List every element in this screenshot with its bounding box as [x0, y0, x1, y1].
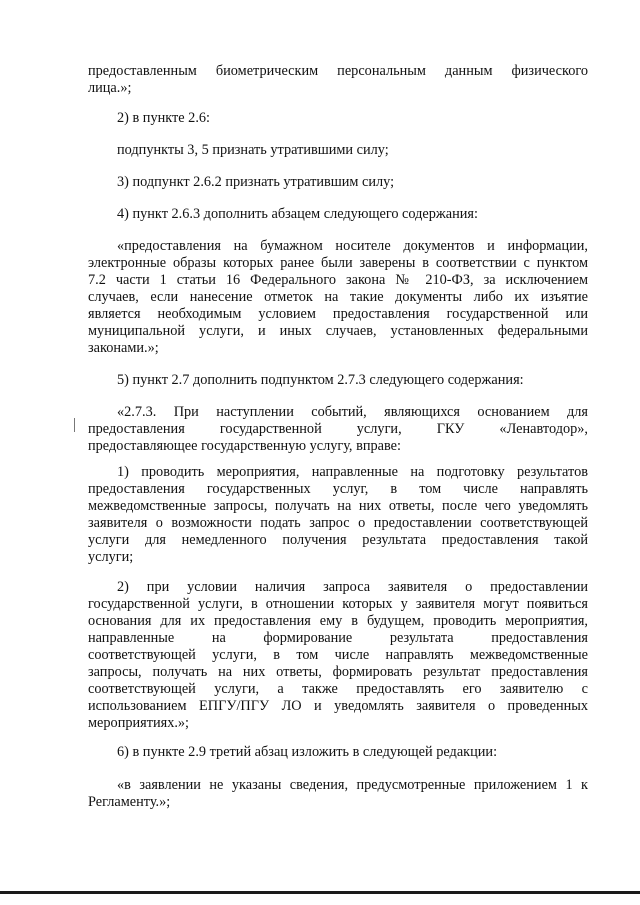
text-line: соответствующей услуги, в том числе направлять межведомственные: [88, 647, 588, 663]
text-line: электронные образы которых ранее были заверены в соответствии с пунктом: [88, 255, 588, 271]
text-line: «2.7.3. При наступлении событий, являющихся основанием для: [117, 404, 588, 420]
text-line: 5) пункт 2.7 дополнить подпунктом 2.7.3 следующего содержания:: [117, 372, 524, 388]
text-line: предоставленным биометрическим персональным данным физического: [88, 63, 588, 79]
text-line: соответствующей услуги, а также предоставлять его заявителю с: [88, 681, 588, 697]
text-line: подпункты 3, 5 признать утратившими силу;: [117, 142, 389, 158]
text-line: является необходимым условием предоставления государственной или: [88, 306, 588, 322]
text-line: 7.2 части 1 статьи 16 Федерального закона № 210-ФЗ, за исключением: [88, 272, 588, 288]
text-line: основания для их предоставления ему в будущем, проводить мероприятия,: [88, 613, 588, 629]
text-line: 4) пункт 2.6.3 дополнить абзацем следующего содержания:: [117, 206, 478, 222]
text-line: Регламенту.»;: [88, 794, 171, 810]
text-line: предоставления государственных услуг, в том числе направлять: [88, 481, 588, 497]
text-line: 6) в пункте 2.9 третий абзац изложить в следующей редакции:: [117, 744, 498, 760]
text-line: межведомственные запросы, получать на них ответы, после чего уведомлять: [88, 498, 588, 514]
text-line: 3) подпункт 2.6.2 признать утратившим силу;: [117, 174, 395, 190]
text-line: государственной услуги, в отношении которых у заявителя могут появиться: [88, 596, 588, 612]
text-line: случаев, если нанесение отметок на такие документы либо их изъятие: [88, 289, 588, 305]
text-line: предоставляющее государственную услугу, вправе:: [88, 438, 401, 454]
text-line: законами.»;: [88, 340, 159, 356]
text-line: предоставления государственной услуги, ГКУ «Ленавтодор»,: [88, 421, 588, 437]
text-line: услуги;: [88, 549, 134, 565]
bottom-rule: [0, 891, 640, 894]
text-line: 1) проводить мероприятия, направленные на подготовку результатов: [117, 464, 588, 480]
text-line: направленные на формирование результата предоставления: [88, 630, 588, 646]
text-line: 2) в пункте 2.6:: [117, 110, 211, 126]
margin-mark: [74, 418, 75, 432]
text-line: заявителя о возможности подать запрос о предоставлении соответствующей: [88, 515, 588, 531]
text-line: лица.»;: [88, 80, 132, 96]
text-line: использованием ЕПГУ/ПГУ ЛО и уведомлять заявителя о проведенных: [88, 698, 588, 714]
text-line: услуги для немедленного получения результата предоставления такой: [88, 532, 588, 548]
text-line: мероприятиях.»;: [88, 715, 190, 731]
text-line: запросы, получать на них ответы, формировать результат предоставления: [88, 664, 588, 680]
text-line: муниципальной услуги, и иных случаев, установленных федеральными: [88, 323, 588, 339]
text-line: «в заявлении не указаны сведения, предусмотренные приложением 1 к: [117, 777, 588, 793]
text-line: «предоставления на бумажном носителе документов и информации,: [117, 238, 588, 254]
text-line: 2) при условии наличия запроса заявителя о предоставлении: [117, 579, 588, 595]
